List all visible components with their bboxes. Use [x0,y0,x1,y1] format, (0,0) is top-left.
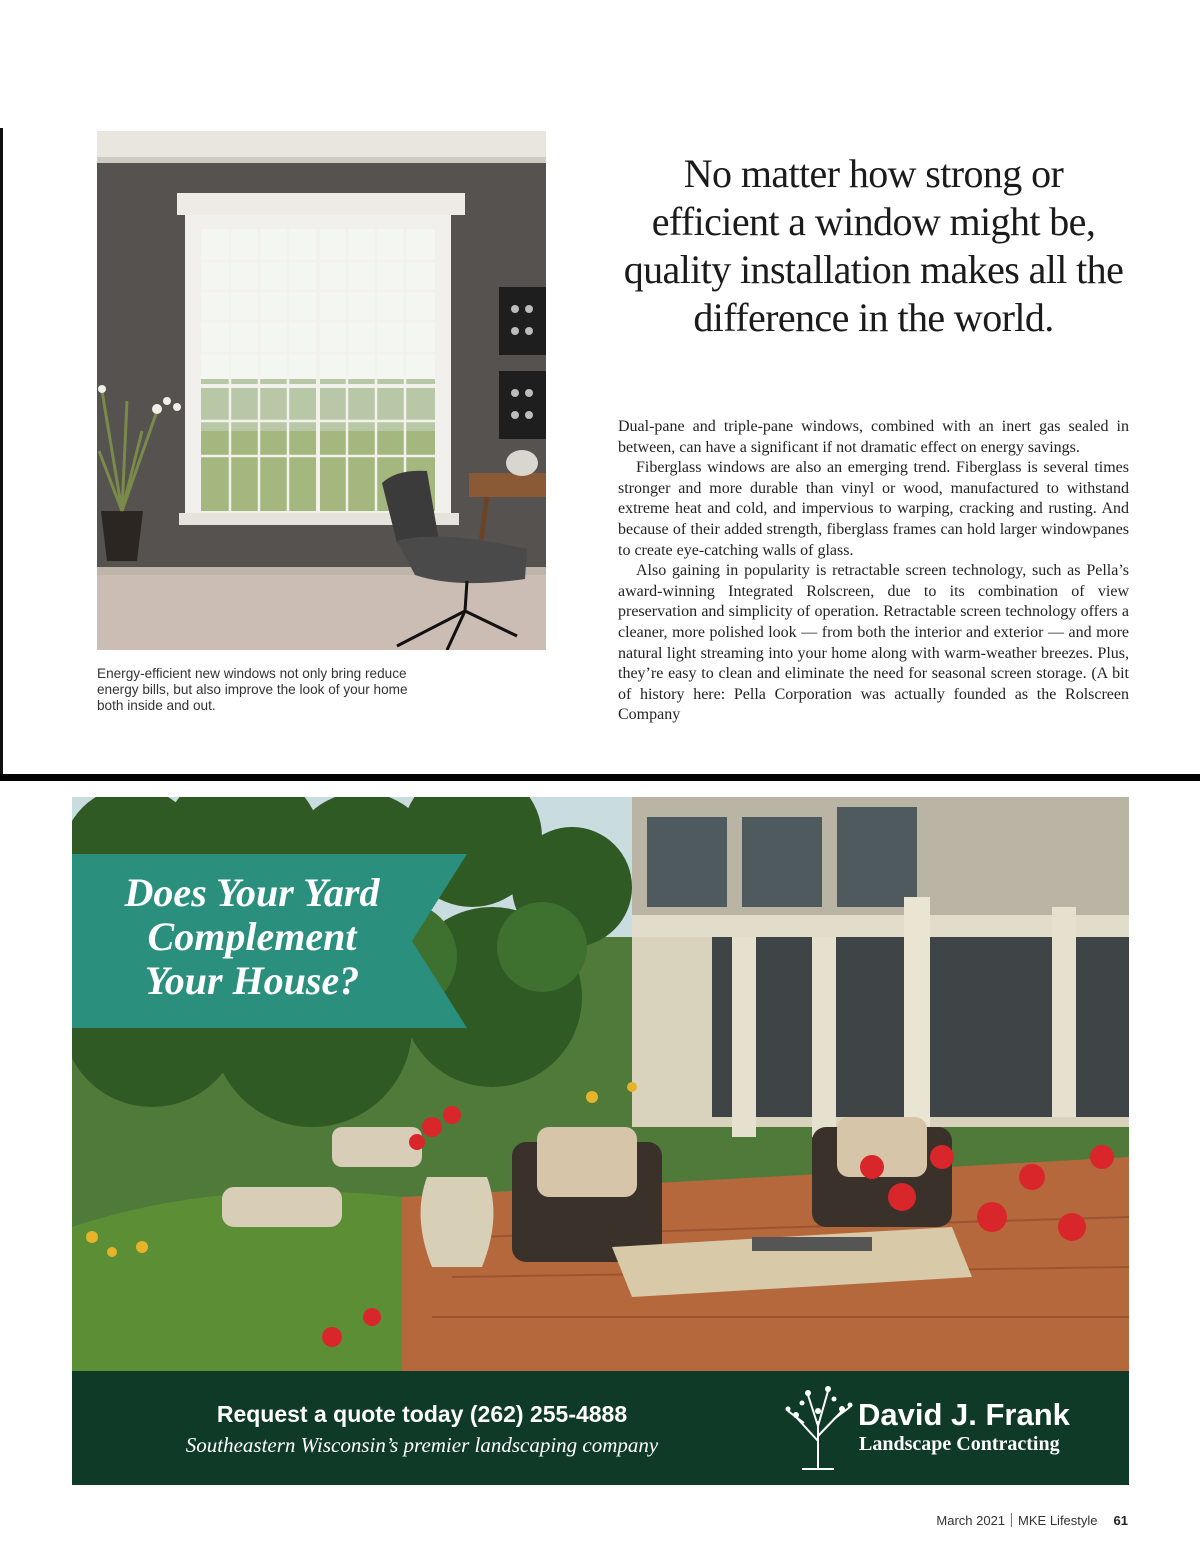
ad-headline-line: Complement [147,914,357,959]
company-logo [782,1381,1112,1475]
tree-icon [782,1381,854,1475]
article-paragraph: Fiberglass windows are also an emerging trend. Fiberglass is several times stronger and more durable than vinyl or wood, manufactured to withstand extreme heat and cold, and impervious to warping, cracking and rusting. And because of their added strength, fiberglass frames can hold larger windowpanes to create eye-catching walls of glass. [618,459,1129,559]
page-footer [936,1513,1128,1528]
article-paragraph: Dual-pane and triple-pane windows, combined with an inert gas sealed in between, can have a significant if not dramatic effect on energy savings. [618,418,1129,456]
quote-request-text[interactable]: Request a quote today (262) 255-4888 [216,1401,628,1427]
pull-quote: No matter how strong or efficient a window might be, quality installation makes all the difference in the world. [623,151,1124,340]
company-name: David J. Frank [858,1397,1070,1432]
article-body [618,417,1129,726]
landscaping-advertisement[interactable] [72,797,1129,1485]
ad-headline-line: Does Your Yard [124,870,380,915]
left-margin-rule [0,128,3,778]
company-subtitle: Landscape Contracting [859,1433,1060,1455]
window-interior-illustration [97,131,546,650]
magazine-name: MKE Lifestyle [1018,1513,1098,1528]
section-divider [0,774,1200,781]
ad-contact-bar [72,1371,1129,1485]
footer-separator [1011,1513,1012,1527]
ad-headline [82,871,422,1003]
photo-caption: Energy-efficient new windows not only bring reduce energy bills, but also improve the look of your home both inside and out. [97,666,408,713]
ad-headline-line: Your House? [144,958,360,1003]
article-paragraph: Also gaining in popularity is retractable screen technology, such as Pella’s award-winning Integrated Rolscreen, due to its combination of view preservation and simplicity of operation. Retractable screen technology offers a cleaner, more polished look — from both the interior and exterior — and more natural light streaming into your home along with warm-weather breezes. Plus, they’re easy to clean and eliminate the need for seasonal screen storage. (A bit of history here: Pella Corporation was actually founded as the Rolscreen Company [618,562,1129,724]
ad-tagline: Southeastern Wisconsin’s premier landscaping company [185,1433,659,1457]
page-number: 61 [1113,1513,1128,1528]
issue-date: March 2021 [936,1513,1006,1528]
window-interior-photo [97,131,546,650]
